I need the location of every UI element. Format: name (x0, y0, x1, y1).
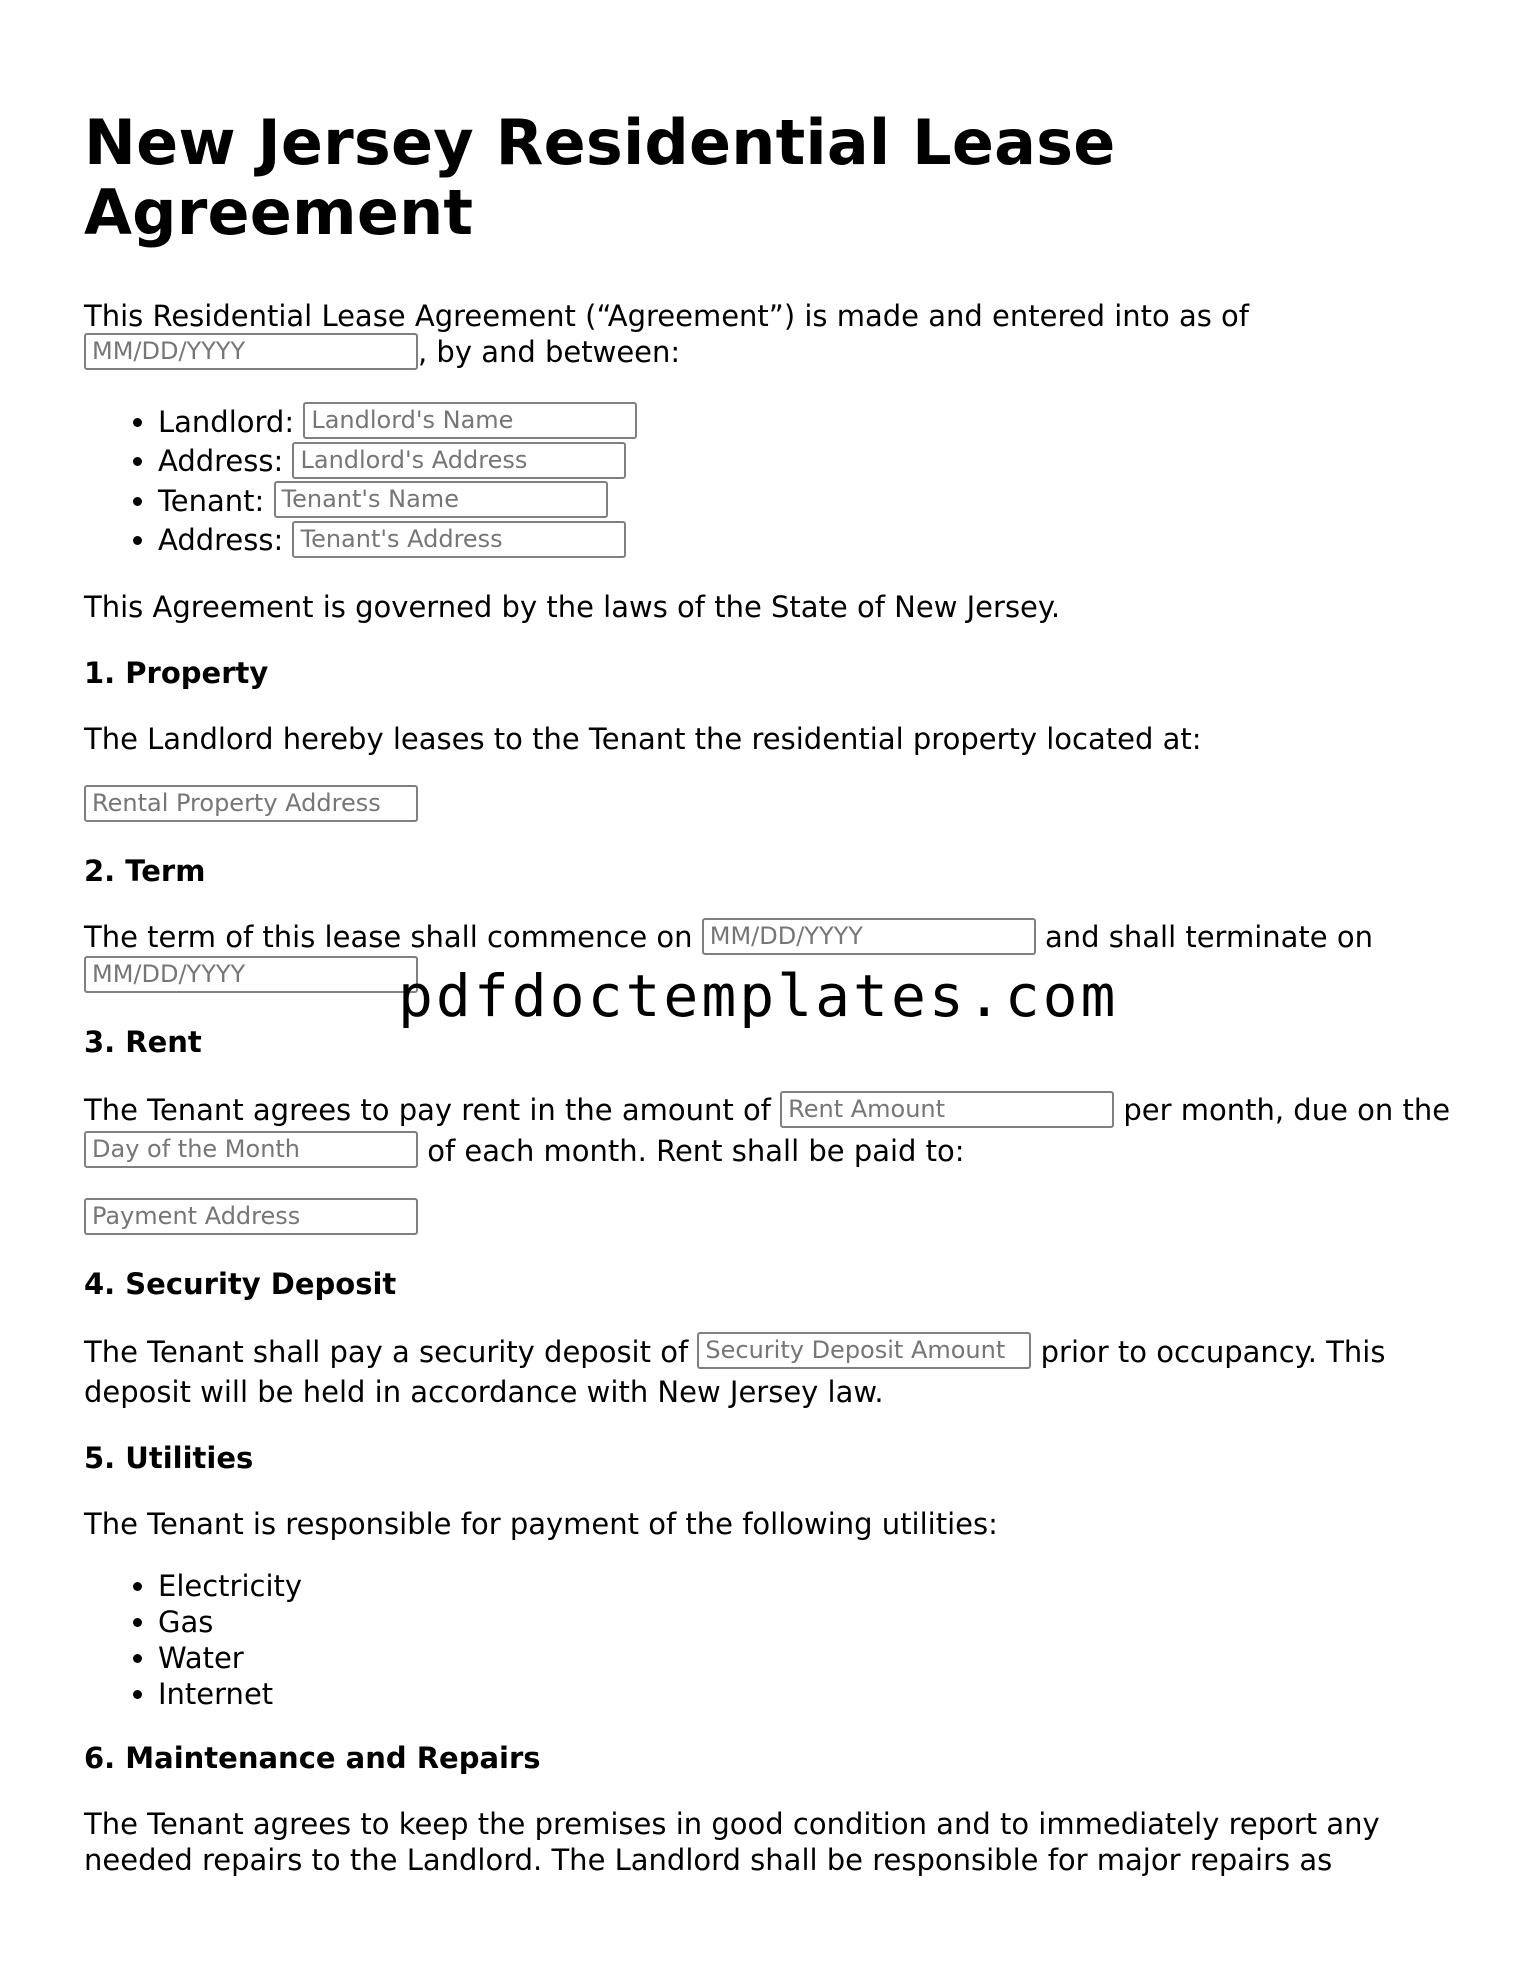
term-text-mid: and shall terminate on (1044, 920, 1373, 954)
utility-item: • Gas (158, 1604, 1464, 1640)
intro-tail: , by and between: (418, 335, 681, 369)
lease-document (84, 0, 1464, 1878)
landlord-name-field[interactable]: Landlord's Name (303, 402, 637, 439)
party-landlord-name (158, 403, 1464, 443)
payment-address-line (84, 1199, 1464, 1238)
lease-end-date-field[interactable]: MM/DD/YYYY (84, 956, 418, 993)
section-heading-maintenance: 6. Maintenance and Repairs (84, 1741, 541, 1775)
party-label: Tenant: (158, 483, 265, 518)
rent-due-day-field[interactable]: Day of the Month (84, 1131, 418, 1168)
utilities-text: The Tenant is responsible for payment of the following utilities: (84, 1507, 998, 1541)
governing-law-text: This Agreement is governed by the laws of the State of New Jersey. (84, 589, 1061, 624)
party-tenant-address (158, 521, 1464, 561)
party-label: Landlord: (158, 404, 295, 439)
section-heading-term: 2. Term (84, 854, 206, 888)
watermark-text: pdfdoctemplates.com (398, 962, 1119, 1030)
property-text: The Landlord hereby leases to the Tenant the residential property located at: (84, 721, 1202, 756)
rent-paragraph (84, 1090, 1464, 1171)
rent-text-mid: per month, due on the (1123, 1093, 1451, 1127)
maintenance-text: The Tenant agrees to keep the premises in good condition and to immediately report any needed repairs to the Landlord. The Landlord shall be responsible for major repairs as (84, 1807, 1380, 1877)
parties-list (84, 403, 1464, 561)
utilities-list (84, 1568, 1464, 1712)
section-heading-rent: 3. Rent (84, 1025, 202, 1059)
property-address-line (84, 787, 1464, 826)
term-text-start: The term of this lease shall commence on (84, 920, 693, 954)
section-heading-utilities: 5. Utilities (84, 1441, 254, 1475)
rent-amount-field[interactable]: Rent Amount (780, 1091, 1114, 1128)
utility-item: • Water (158, 1640, 1464, 1676)
intro-text: This Residential Lease Agreement (“Agreement”) is made and entered into as of (84, 299, 1250, 333)
party-label: Address: (158, 523, 284, 557)
payment-address-field[interactable]: Payment Address (84, 1198, 418, 1235)
deposit-text-end: prior to occupancy. This deposit will be held in accordance with New Jersey law. (84, 1334, 1386, 1409)
utility-item: • Internet (158, 1676, 1464, 1712)
tenant-address-field[interactable]: Tenant's Address (292, 521, 626, 558)
deposit-paragraph (84, 1332, 1464, 1413)
deposit-text-start: The Tenant shall pay a security deposit of (84, 1334, 689, 1369)
landlord-address-field[interactable]: Landlord's Address (292, 442, 626, 479)
rent-text-start: The Tenant agrees to pay rent in the amount of (84, 1093, 771, 1127)
party-tenant-name (158, 482, 1464, 522)
section-heading-property: 1. Property (84, 655, 269, 690)
lease-start-date-field[interactable]: MM/DD/YYYY (702, 918, 1036, 955)
rent-text-end: of each month. Rent shall be paid to: (427, 1133, 965, 1168)
party-landlord-address (158, 442, 1464, 482)
party-label: Address: (158, 444, 284, 478)
agreement-date-field[interactable]: MM/DD/YYYY (84, 333, 418, 370)
tenant-name-field[interactable]: Tenant's Name (274, 481, 608, 518)
document-title: New Jersey Residential Lease Agreement (84, 106, 1116, 249)
section-heading-deposit: 4. Security Deposit (84, 1266, 397, 1301)
utility-item: • Electricity (158, 1568, 1464, 1604)
intro-paragraph (84, 298, 1464, 373)
security-deposit-amount-field[interactable]: Security Deposit Amount (697, 1332, 1031, 1369)
rental-property-address-field[interactable]: Rental Property Address (84, 785, 418, 822)
